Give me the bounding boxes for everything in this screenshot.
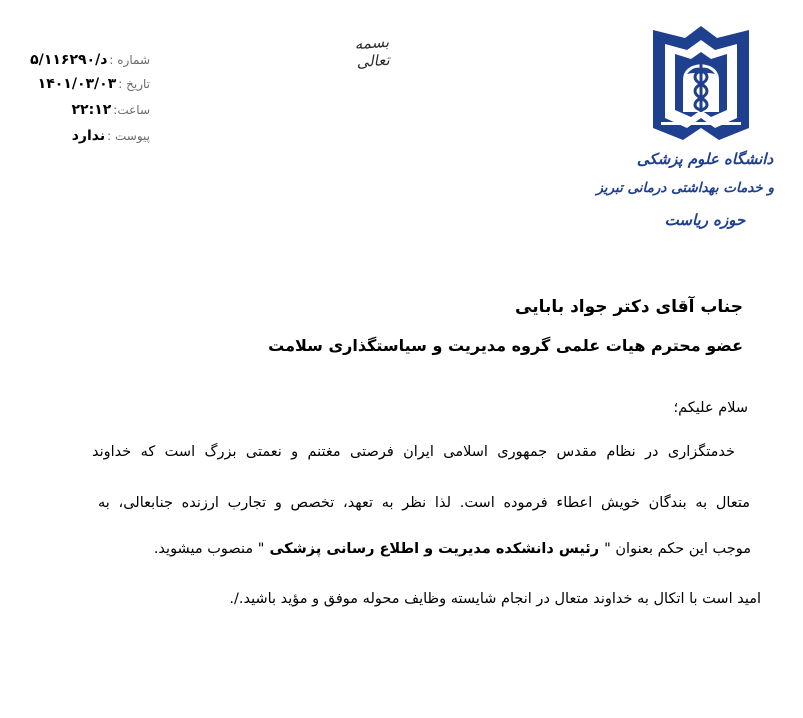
greeting: سلام علیکم؛ <box>673 400 748 416</box>
letter-attachment-row <box>30 128 150 150</box>
bismillah-header: بسمه تعالی <box>354 32 391 72</box>
university-logo-icon <box>649 24 753 148</box>
letter-time-row <box>30 102 150 124</box>
letter-attachment-label: پیوست : <box>107 129 150 143</box>
letter-number-value: ۵/د/۱۱۶۲۹۰ <box>30 52 108 68</box>
letter-date-value: ۱۴۰۱/۰۳/۰۳ <box>37 76 117 92</box>
body-line-4: امید است با اتکال به خداوند متعال در انجام شایسته وظایف محوله موفق و مؤید باشید./. <box>229 591 761 607</box>
letter-time-value: ۲۲:۱۲ <box>71 102 112 118</box>
university-name-line-2: و خدمات بهداشتی درمانی تبریز <box>596 180 774 196</box>
letter-date-row <box>30 76 150 98</box>
letter-number-label: شماره : <box>109 53 150 67</box>
recipient-title: عضو محترم هیات علمی گروه مدیریت و سیاستگذاری سلامت <box>268 336 743 355</box>
recipient-name: جناب آقای دکتر جواد بابایی <box>515 297 743 317</box>
body-line-2: متعال به بندگان خویش اعطاء فرموده است. لذا نظر به تعهد، تخصص و تجارب ارزنده جنابعالی، به <box>98 495 750 511</box>
body-line-3-after: " منصوب میشوید. <box>153 541 265 557</box>
letter-number-row <box>30 52 150 74</box>
body-line-1: خدمتگزاری در نظام مقدس جمهوری اسلامی ایران فرصتی مغتنم و نعمتی بزرگ است که خداوند <box>92 444 735 460</box>
body-line-3 <box>154 541 751 557</box>
university-name-line-3: حوزه ریاست <box>664 211 746 229</box>
body-line-3-before: موجب این حکم بعنوان " <box>604 541 751 557</box>
letter-date-label: تاریخ : <box>118 77 150 91</box>
appointment-position: رئیس دانشکده مدیریت و اطلاع رسانی پزشکی <box>264 541 605 557</box>
letter-time-label: ساعت: <box>113 103 150 117</box>
university-name-line-1: دانشگاه علوم پزشکی <box>636 150 774 168</box>
letter-attachment-value: ندارد <box>71 128 106 144</box>
